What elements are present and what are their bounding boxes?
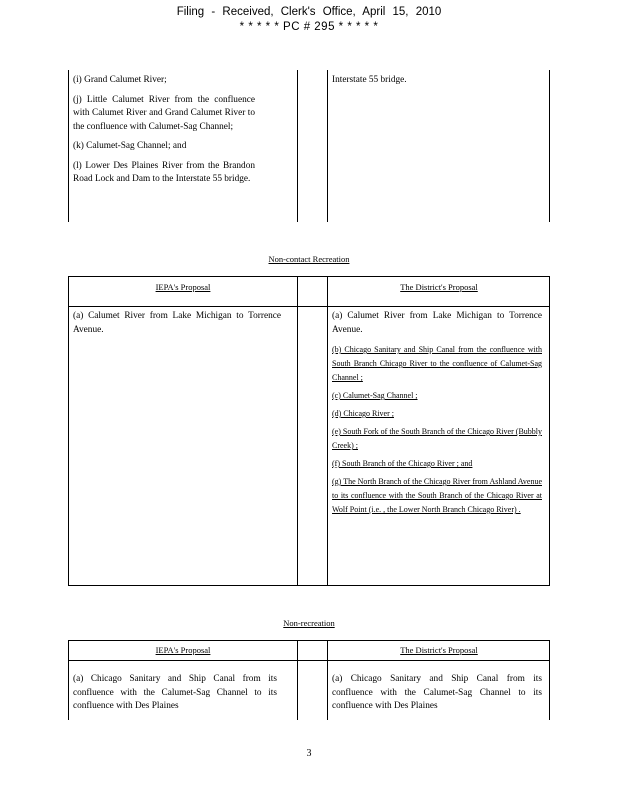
filing-header: Filing - Received, Clerk's Office, April 15, 2010 xyxy=(176,6,442,18)
table-non-contact xyxy=(68,276,550,586)
district-proposal-cell xyxy=(332,673,542,720)
list-item: (b) Chicago Sanitary and Ship Canal from the confluence with South Branch Chicago River to the confluence of Calumet-Sag Channel ; xyxy=(332,345,542,382)
list-item: (a) Calumet River from Lake Michigan to Torrence Avenue. xyxy=(73,311,281,335)
list-item: (d) Chicago River ; xyxy=(332,409,394,418)
list-item: (a) Calumet River from Lake Michigan to Torrence Avenue. xyxy=(332,311,542,335)
district-proposal-cell xyxy=(332,310,542,521)
section-title-non-recreation: Non-recreation xyxy=(283,618,335,628)
table-continued xyxy=(68,70,550,222)
page-number: 3 xyxy=(306,748,312,759)
list-item: (j) Little Calumet River from the confluence with Calumet River and Grand Calumet River to the confluence with Calumet-Sag Channel; xyxy=(73,94,255,132)
table-continued-right-cell xyxy=(332,74,542,94)
list-item: (a) Chicago Sanitary and Ship Canal from its confluence with the Calumet-Sag Channel to its confluence with Des Plaines xyxy=(332,674,542,711)
list-item: Interstate 55 bridge. xyxy=(332,75,407,85)
list-item: (c) Calumet-Sag Channel ; xyxy=(332,391,418,400)
list-item: (f) South Branch of the Chicago River ; and xyxy=(332,459,473,468)
iepa-proposal-cell xyxy=(73,310,281,343)
column-header-iepa: IEPA's Proposal xyxy=(155,282,211,292)
list-item: (l) Lower Des Plaines River from the Brandon Road Lock and Dam to the Interstate 55 bridge. xyxy=(73,160,255,184)
section-title-non-contact: Non-contact Recreation xyxy=(268,254,350,264)
list-item: (k) Calumet-Sag Channel; and xyxy=(73,141,187,151)
pc-number: * * * * * PC # 295 * * * * * xyxy=(239,21,379,33)
list-item: (a) Chicago Sanitary and Ship Canal from its confluence with the Calumet-Sag Channel to its confluence with Des Plaines xyxy=(73,674,277,711)
list-item: (g) The North Branch of the Chicago River from Ashland Avenue to its confluence with the South Branch of the Chicago River at Wolf Point (i.e. , the Lower North Branch Chicago River) . xyxy=(332,477,542,514)
list-item: (e) South Fork of the South Branch of the Chicago River (Bubbly Creek) ; xyxy=(332,427,542,450)
iepa-proposal-cell xyxy=(73,673,277,720)
column-header-iepa: IEPA's Proposal xyxy=(155,645,211,655)
table-non-recreation xyxy=(68,640,550,720)
column-header-district: The District's Proposal xyxy=(400,645,478,655)
list-item: (i) Grand Calumet River; xyxy=(73,75,167,85)
table-continued-left-cell xyxy=(73,74,255,193)
column-header-district: The District's Proposal xyxy=(400,282,478,292)
